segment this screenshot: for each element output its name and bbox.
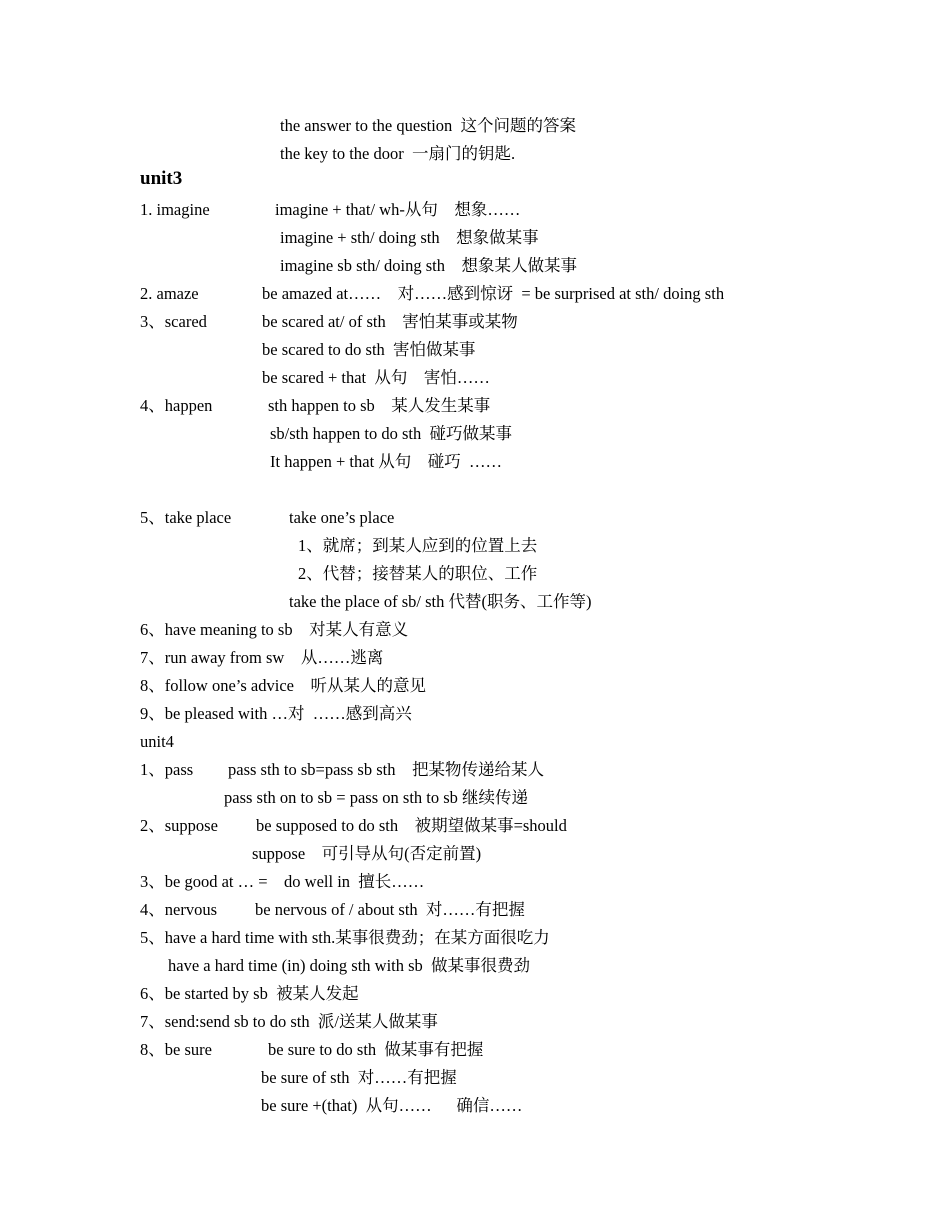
text-line: 6、be started by sb 被某人发起 — [140, 984, 359, 1003]
text-line: imagine sb sth/ doing sth 想象某人做某事 — [280, 256, 577, 275]
text-line: be sure +(that) 从句…… 确信…… — [261, 1096, 523, 1115]
text-line: 5、have a hard time with sth.某事很费劲；在某方面很吃力 — [140, 928, 550, 947]
text-line: sth happen to sb 某人发生某事 — [268, 396, 491, 415]
text-line: 1、pass — [140, 760, 194, 779]
text-line: 7、send:send sb to do sth 派/送某人做某事 — [140, 1012, 438, 1031]
text-line: 7、run away from sw 从……逃离 — [140, 648, 384, 667]
text-line: be nervous of / about sth 对……有把握 — [255, 900, 525, 919]
text-line: 4、happen — [140, 396, 213, 415]
text-line: be sure to do sth 做某事有把握 — [268, 1040, 484, 1059]
text-line: 9、be pleased with …对 ……感到高兴 — [140, 704, 412, 723]
text-line: imagine + that/ wh-从句 想象…… — [275, 200, 521, 219]
text-line: 2、suppose — [140, 816, 218, 835]
text-line: 3、be good at … = do well in 擅长…… — [140, 872, 425, 891]
text-line: 8、be sure — [140, 1040, 212, 1059]
section-heading: unit4 — [140, 732, 174, 751]
text-line: 1、就席；到某人应到的位置上去 — [298, 536, 538, 555]
text-line: 1. imagine — [140, 200, 210, 219]
text-line: be scared + that 从句 害怕…… — [262, 368, 490, 387]
text-line: It happen + that 从句 碰巧 …… — [270, 452, 503, 471]
text-line: pass sth on to sb = pass on sth to sb 继续传递 — [224, 788, 529, 807]
text-line: take the place of sb/ sth 代替(职务、工作等) — [289, 592, 592, 611]
text-line: 2. amaze — [140, 284, 199, 303]
text-line: sb/sth happen to do sth 碰巧做某事 — [270, 424, 512, 443]
text-line: 6、have meaning to sb 对某人有意义 — [140, 620, 409, 639]
text-line: be supposed to do sth 被期望做某事=should — [256, 816, 567, 835]
text-line: 4、nervous — [140, 900, 217, 919]
text-line: the answer to the question 这个问题的答案 — [280, 116, 577, 135]
text-line: 5、take place — [140, 508, 232, 527]
text-line: be amazed at…… 对……感到惊讶 = be surprised at sth/ doing sth — [262, 284, 725, 303]
text-line: be scared at/ of sth 害怕某事或某物 — [262, 312, 518, 331]
text-line: 8、follow one’s advice 听从某人的意见 — [140, 676, 426, 695]
text-line: the key to the door 一扇门的钥匙. — [280, 144, 516, 163]
text-line: be scared to do sth 害怕做某事 — [262, 340, 476, 359]
text-line: have a hard time (in) doing sth with sb 做某事很费劲 — [168, 956, 531, 975]
text-line: 3、scared — [140, 312, 207, 331]
text-line: 2、代替；接替某人的职位、工作 — [298, 564, 538, 583]
text-line: be sure of sth 对……有把握 — [261, 1068, 457, 1087]
text-line: imagine + sth/ doing sth 想象做某事 — [280, 228, 539, 247]
section-heading: unit3 — [140, 168, 183, 189]
text-line: suppose 可引导从句(否定前置) — [252, 844, 482, 863]
text-line: take one’s place — [289, 508, 395, 527]
text-line: pass sth to sb=pass sb sth 把某物传递给某人 — [228, 760, 544, 779]
